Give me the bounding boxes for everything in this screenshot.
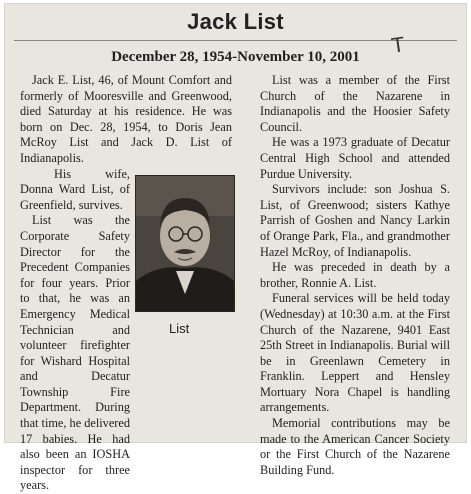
newspaper-clipping — [4, 3, 467, 493]
paragraph-wife: His wife, Donna Ward List, of Greenfield, survives. — [20, 166, 130, 212]
paragraph-preceded: He was preceded in death by a brother, Ronnie A. List. — [260, 260, 450, 290]
portrait-photo — [135, 175, 235, 312]
photo-caption: List — [169, 321, 190, 336]
paragraph-membership: List was a member of the First Church of the Nazarene in Indianapolis and the Hoosier Safety Council. — [260, 73, 450, 134]
paragraph-career: List was the Corporate Safety Director for the Precedent Companies for four years. Prior to that, he was an Emergency Medical Technician and volunteer firefighter for Wishard Hospital and Decatur Township Fire Department. During that time, he delivered 17 babies. He had also been an IOSHA inspector for three years. — [20, 213, 130, 493]
paragraph-memorial: Memorial contributions may be made to the American Cancer Society or the First Church of the Nazarene Building Fund. — [260, 416, 450, 477]
paragraph-education: He was a 1973 graduate of Decatur Central High School and attended Purdue University. — [260, 135, 450, 181]
portrait-image — [136, 176, 234, 311]
life-dates: December 28, 1954-November 10, 2001 — [111, 49, 360, 65]
obituary-headline: Jack List — [187, 9, 284, 34]
paragraph-intro: Jack E. List, 46, of Mount Comfort and formerly of Mooresville and Greenwood, died Saturday at his residence. He was born on Dec. 28, 1954, to Doris Jean McRoy List and Jack D. List of Indianapolis. — [20, 73, 232, 165]
paragraph-funeral: Funeral services will be held today (Wednesday) at 10:30 a.m. at the First Church of the Nazarene, 9401 East 25th Street in Indianapolis. Burial will be in Greenlawn Cemetery in Franklin. Leppert and Hensley Mortuary Nora Chapel is handling arrangements. — [260, 291, 450, 415]
handwritten-mark: T — [390, 32, 406, 58]
right-column — [260, 73, 450, 478]
paragraph-survivors: Survivors include: son Joshua S. List, of Greenwood; sisters Kathye Parrish of Goshen and Nancy Larkin of Orange Park, Fla., and grandmother Hazel McRoy, of Indianapolis. — [260, 182, 450, 259]
